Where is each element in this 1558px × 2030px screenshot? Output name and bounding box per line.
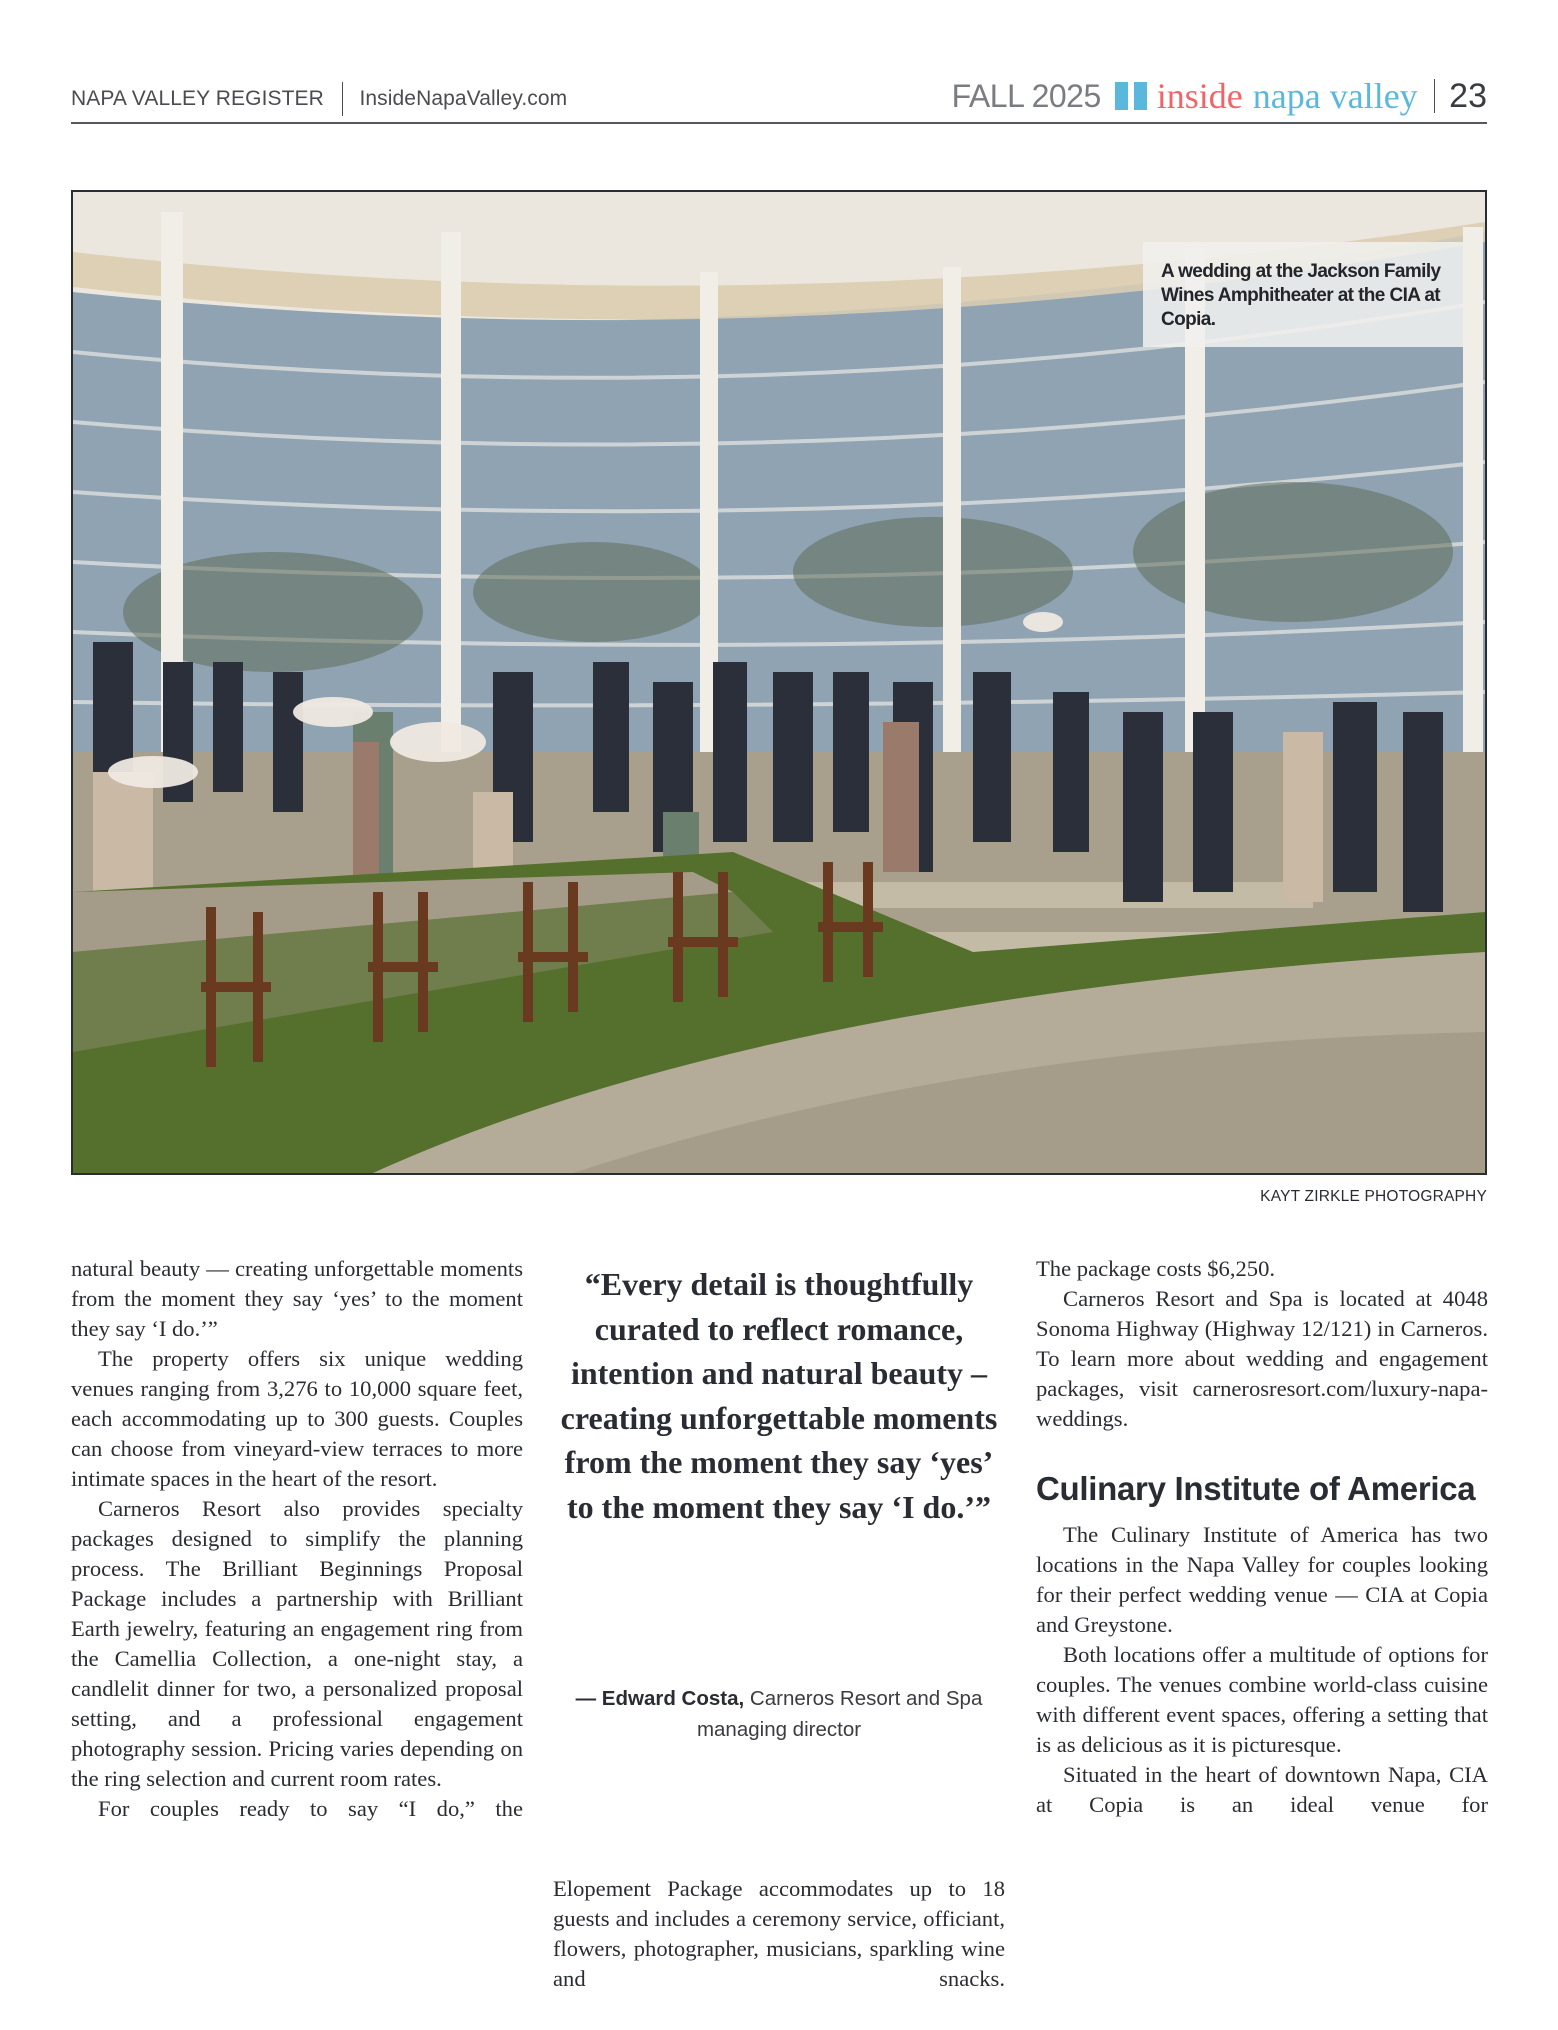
attribution-name: — Edward Costa,	[575, 1687, 745, 1710]
paragraph: Elopement Package accommodates up to 18 guests and includes a ceremony service, officiant, flowers, photographer, musicians, sparkling wine and snacks.	[553, 1876, 1005, 1991]
attribution-title: Carneros Resort and Spa managing director	[696, 1687, 983, 1741]
paragraph: Situated in the heart of downtown Napa, CIA at Copia is an ideal venue for	[1036, 1762, 1488, 1817]
paragraph: Both locations offer a multitude of options for couples. The venues combine world-class cuisine with different event spaces, offering a setting that is as delicious as it is picturesque.	[1036, 1642, 1488, 1757]
photo-credit: KAYT ZIRKLE PHOTOGRAPHY	[1260, 1188, 1487, 1205]
pull-quote: “Every detail is thoughtfully curated to reflect romance, intention and natural beauty – creating unforgettable moments from the moment they say ‘yes’ to the moment they say ‘I do.’”	[560, 1266, 998, 1525]
issue-season: FALL 2025	[951, 77, 1101, 114]
paragraph: The Culinary Institute of America has two locations in the Napa Valley for couples looking for their perfect wedding venue — CIA at Copia and Greystone.	[1036, 1522, 1488, 1637]
publication-name: NAPA VALLEY REGISTER	[71, 87, 324, 110]
article-column-2	[553, 1874, 1005, 1994]
article-column-1	[71, 1254, 523, 1824]
header-left	[71, 82, 567, 116]
feature-photo	[71, 190, 1487, 1175]
paragraph: Carneros Resort also provides specialty packages designed to simplify the planning process. The Brilliant Beginnings Proposal Package includes a partnership with Brilliant Earth jewelry, featuring an engagement ring from the Camellia Collection, a one-night stay, a candlelit dinner for two, a personalized proposal setting, and a professional engagement photography session. Pricing varies depending on the ring selection and current room rates.	[71, 1496, 523, 1791]
paragraph: natural beauty — creating unforgettable moments from the moment they say ‘yes’ to the moment they say ‘I do.’”	[71, 1256, 523, 1341]
pull-quote-attribution	[553, 1683, 1005, 1745]
website-link[interactable]: InsideNapaValley.com	[359, 87, 568, 110]
logo-word-inside: inside	[1156, 76, 1243, 116]
paragraph: The property offers six unique wedding venues ranging from 3,276 to 10,000 square feet, each accommodating up to 300 guests. Couples can choose from vineyard-view terraces to more intimate spaces in the heart of the resort.	[71, 1346, 523, 1491]
page-header	[71, 72, 1487, 124]
paragraph: For couples ready to say “I do,” the	[98, 1796, 523, 1821]
header-divider	[342, 82, 344, 116]
photo-caption: A wedding at the Jackson Family Wines Amphitheater at the CIA at Copia.	[1161, 261, 1441, 330]
header-right	[952, 72, 1487, 120]
paragraph: Carneros Resort and Spa is located at 4048 Sonoma Highway (Highway 12/121) in Carneros. To learn more about wedding and engagement packages, visit carnerosresort.com/luxury-napa-weddings.	[1036, 1286, 1488, 1431]
header-divider	[1434, 79, 1436, 113]
section-heading: Culinary Institute of America	[1036, 1470, 1476, 1507]
page-number: 23	[1449, 76, 1487, 115]
article-column-3	[1036, 1254, 1488, 1820]
photo-caption-box	[1143, 242, 1463, 347]
logo-bars-icon	[1115, 82, 1147, 110]
paragraph: The package costs $6,250.	[1036, 1256, 1276, 1281]
logo-word-napa-valley: napa valley	[1252, 76, 1418, 116]
